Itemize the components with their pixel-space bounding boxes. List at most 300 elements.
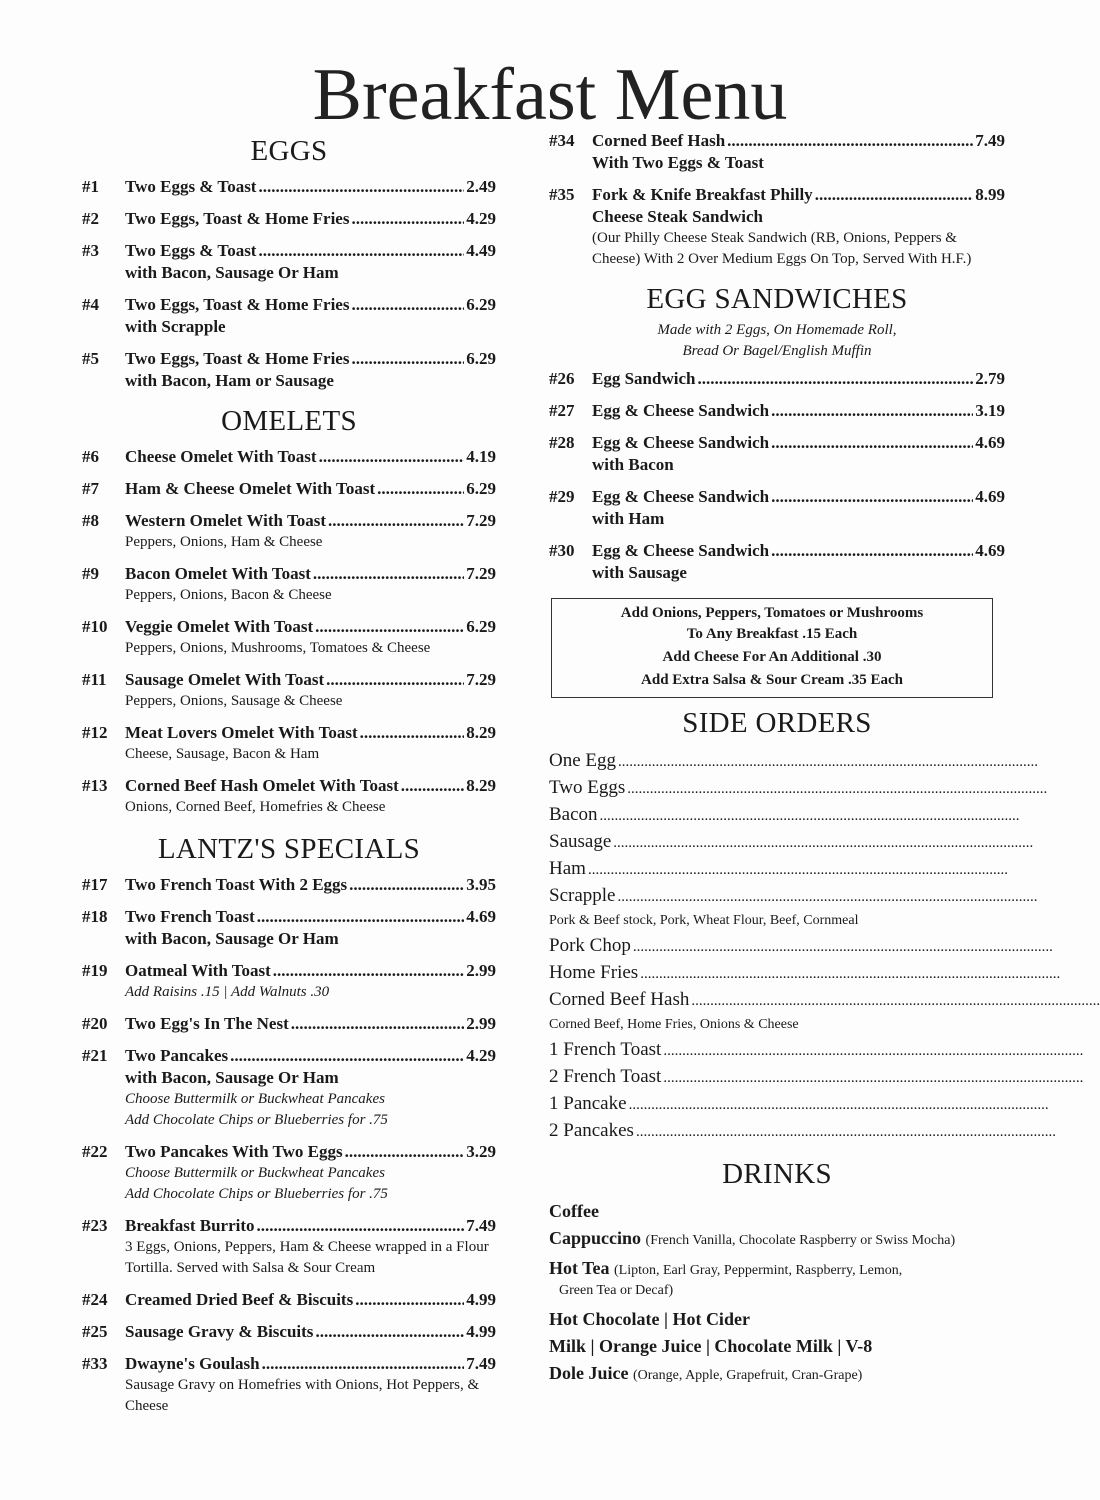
item-price: 2.99 bbox=[466, 1014, 496, 1033]
drink-cappuccino: Cappuccino bbox=[549, 1228, 642, 1248]
item-name: Creamed Dried Beef & Biscuits bbox=[125, 1290, 354, 1309]
side-item-name: Two Eggs bbox=[549, 777, 626, 798]
right-top-list bbox=[549, 130, 1005, 270]
dot-leader bbox=[771, 486, 973, 508]
item-line bbox=[125, 348, 496, 370]
item-price: 7.29 bbox=[466, 511, 496, 530]
item-body bbox=[125, 176, 496, 198]
side-item-name: Pork Chop bbox=[549, 935, 631, 956]
item-body bbox=[125, 348, 496, 392]
item-body bbox=[125, 1215, 496, 1279]
addons-box bbox=[551, 598, 993, 698]
item-line bbox=[125, 616, 496, 638]
item-name: Two Pancakes bbox=[125, 1046, 229, 1065]
item-price: 4.69 bbox=[975, 433, 1005, 452]
item-note: Add Chocolate Chips or Blueberries for .75 bbox=[125, 1186, 388, 1202]
item-body bbox=[592, 130, 1005, 174]
dot-leader bbox=[351, 348, 464, 370]
dot-leader bbox=[258, 240, 464, 262]
menu-item bbox=[82, 1045, 496, 1131]
item-body bbox=[125, 1013, 496, 1035]
dot-leader bbox=[257, 1215, 465, 1237]
item-name: Two French Toast With 2 Eggs bbox=[125, 875, 348, 894]
drink-coffee: Coffee bbox=[549, 1201, 599, 1221]
item-name: Two Eggs, Toast & Home Fries bbox=[125, 349, 350, 368]
item-line bbox=[125, 722, 496, 744]
menu-item bbox=[82, 176, 496, 198]
menu-item bbox=[82, 478, 496, 500]
menu-item bbox=[549, 130, 1005, 174]
menu-item bbox=[82, 722, 496, 765]
item-price: 7.29 bbox=[466, 670, 496, 689]
side-item bbox=[549, 883, 1100, 910]
item-number: #28 bbox=[549, 433, 575, 452]
item-body bbox=[592, 184, 1005, 270]
item-number: #20 bbox=[82, 1014, 108, 1033]
item-line bbox=[592, 486, 1005, 508]
dot-leader bbox=[600, 803, 1100, 829]
omelets-heading: OMELETS bbox=[221, 405, 357, 437]
item-name: Egg & Cheese Sandwich bbox=[592, 541, 770, 560]
item-body bbox=[592, 400, 1005, 422]
dot-leader bbox=[617, 884, 1100, 910]
item-body bbox=[125, 510, 496, 553]
side-item bbox=[549, 1091, 1100, 1118]
drink-item bbox=[549, 1307, 1005, 1331]
item-name: Oatmeal With Toast bbox=[125, 961, 271, 980]
dot-leader bbox=[360, 722, 465, 744]
drink-item bbox=[549, 1256, 1005, 1283]
item-name: Two French Toast bbox=[125, 907, 255, 926]
side-orders-heading: SIDE ORDERS bbox=[682, 707, 872, 739]
item-subtitle: Cheese Steak Sandwich bbox=[592, 207, 763, 226]
item-line bbox=[125, 775, 496, 797]
item-subtitle: with Sausage bbox=[592, 563, 687, 582]
addons-line: Add Extra Salsa & Sour Cream .35 Each bbox=[641, 672, 903, 688]
item-name: Breakfast Burrito bbox=[125, 1216, 255, 1235]
item-line bbox=[125, 563, 496, 585]
item-price: 8.29 bbox=[466, 723, 496, 742]
item-body bbox=[592, 432, 1005, 476]
item-note: Add Chocolate Chips or Blueberries for .75 bbox=[125, 1112, 388, 1128]
item-subtitle: with Ham bbox=[592, 509, 665, 528]
item-price: 7.49 bbox=[975, 131, 1005, 150]
item-name: Egg & Cheese Sandwich bbox=[592, 401, 770, 420]
item-price: 8.99 bbox=[975, 185, 1005, 204]
dot-leader bbox=[663, 1038, 1100, 1064]
eggs-heading: EGGS bbox=[250, 135, 328, 167]
menu-item bbox=[82, 510, 496, 553]
menu-item bbox=[82, 1321, 496, 1343]
item-line bbox=[125, 1321, 496, 1343]
item-number: #34 bbox=[549, 131, 575, 150]
dot-leader bbox=[319, 446, 465, 468]
drink-item bbox=[549, 1226, 1005, 1253]
side-item-description: Corned Beef, Home Fries, Onions & Cheese bbox=[549, 1017, 799, 1032]
item-number: #13 bbox=[82, 776, 108, 795]
egg-sandwiches-subtitle bbox=[549, 320, 1005, 362]
specials-heading: LANTZ'S SPECIALS bbox=[157, 833, 421, 865]
item-number: #12 bbox=[82, 723, 108, 742]
side-orders-col-1 bbox=[549, 748, 1100, 1145]
item-price: 7.29 bbox=[466, 564, 496, 583]
dot-leader bbox=[588, 857, 1100, 883]
item-name: Egg Sandwich bbox=[592, 369, 696, 388]
menu-item bbox=[82, 563, 496, 606]
item-body bbox=[125, 775, 496, 818]
omelets-list bbox=[82, 446, 496, 818]
side-item-name: Home Fries bbox=[549, 962, 639, 983]
menu-item bbox=[82, 874, 496, 896]
item-price: 4.69 bbox=[466, 907, 496, 926]
item-description: 3 Eggs, Onions, Peppers, Ham & Cheese wrapped in a Flour Tortilla. Served with Salsa & Sour Cream bbox=[125, 1239, 489, 1276]
item-line bbox=[125, 874, 496, 896]
item-subtitle: with Bacon, Ham or Sausage bbox=[125, 371, 334, 390]
item-number: #25 bbox=[82, 1322, 108, 1341]
addons-line: Add Cheese For An Additional .30 bbox=[662, 649, 882, 665]
dot-leader bbox=[629, 1092, 1100, 1118]
side-item bbox=[549, 1064, 1100, 1091]
item-price: 3.29 bbox=[466, 1142, 496, 1161]
left-column bbox=[82, 130, 496, 1427]
egg-sandwiches-subtitle-line: Bread Or Bagel/English Muffin bbox=[682, 343, 872, 359]
dot-leader bbox=[771, 432, 973, 454]
menu-item bbox=[82, 906, 496, 950]
item-name: Corned Beef Hash Omelet With Toast bbox=[125, 776, 399, 795]
item-number: #3 bbox=[82, 241, 99, 260]
addons-line: To Any Breakfast .15 Each bbox=[686, 626, 858, 642]
item-line bbox=[125, 1215, 496, 1237]
drinks-list bbox=[549, 1199, 1005, 1388]
menu-item bbox=[82, 1215, 496, 1279]
item-body bbox=[125, 1321, 496, 1343]
item-line bbox=[125, 510, 496, 532]
side-item-name: One Egg bbox=[549, 750, 617, 771]
item-note: Add Raisins .15 | Add Walnuts .30 bbox=[125, 984, 330, 1000]
item-name: Fork & Knife Breakfast Philly bbox=[592, 185, 813, 204]
item-number: #6 bbox=[82, 447, 99, 466]
item-line bbox=[592, 130, 1005, 152]
item-price: 4.99 bbox=[466, 1322, 496, 1341]
item-number: #23 bbox=[82, 1216, 108, 1235]
side-item bbox=[549, 960, 1100, 987]
dot-leader bbox=[291, 1013, 465, 1035]
side-item bbox=[549, 1037, 1100, 1064]
item-line bbox=[125, 478, 496, 500]
item-number: #18 bbox=[82, 907, 108, 926]
item-number: #8 bbox=[82, 511, 99, 530]
side-item bbox=[549, 775, 1100, 802]
item-body bbox=[125, 1141, 496, 1205]
item-body bbox=[125, 478, 496, 500]
item-line bbox=[125, 208, 496, 230]
dot-leader bbox=[345, 1141, 465, 1163]
item-number: #1 bbox=[82, 177, 99, 196]
item-line bbox=[592, 368, 1005, 390]
dot-leader bbox=[613, 830, 1100, 856]
menu-item bbox=[82, 1141, 496, 1205]
item-name: Bacon Omelet With Toast bbox=[125, 564, 311, 583]
side-item-name: Bacon bbox=[549, 804, 598, 825]
item-name: Two Eggs & Toast bbox=[125, 177, 257, 196]
item-line bbox=[125, 669, 496, 691]
specials-list bbox=[82, 874, 496, 1417]
eggs-list bbox=[82, 176, 496, 392]
item-description: Sausage Gravy on Homefries with Onions, Hot Peppers, & Cheese bbox=[125, 1377, 480, 1414]
item-price: 4.29 bbox=[466, 1046, 496, 1065]
side-item bbox=[549, 829, 1100, 856]
menu-item bbox=[549, 432, 1005, 476]
item-price: 3.19 bbox=[975, 401, 1005, 420]
item-name: Corned Beef Hash bbox=[592, 131, 726, 150]
item-number: #19 bbox=[82, 961, 108, 980]
dot-leader bbox=[351, 208, 464, 230]
item-price: 6.29 bbox=[466, 349, 496, 368]
item-name: Ham & Cheese Omelet With Toast bbox=[125, 479, 376, 498]
item-line bbox=[125, 906, 496, 928]
item-number: #17 bbox=[82, 875, 108, 894]
side-item-name: Ham bbox=[549, 858, 586, 879]
item-number: #26 bbox=[549, 369, 575, 388]
item-name: Two Eggs, Toast & Home Fries bbox=[125, 209, 350, 228]
item-number: #33 bbox=[82, 1354, 108, 1373]
egg-sandwiches-list bbox=[549, 368, 1005, 584]
dot-leader bbox=[401, 775, 465, 797]
item-price: 4.69 bbox=[975, 487, 1005, 506]
egg-sandwiches-subtitle-line: Made with 2 Eggs, On Homemade Roll, bbox=[657, 322, 897, 338]
drink-hot-tea: Hot Tea bbox=[549, 1258, 610, 1278]
drink-dole-note: (Orange, Apple, Grapefruit, Cran-Grape) bbox=[632, 1368, 863, 1383]
addons-line: Add Onions, Peppers, Tomatoes or Mushrooms bbox=[620, 605, 924, 621]
dot-leader bbox=[636, 1119, 1100, 1145]
drink-hot-line: Hot Chocolate | Hot Cider bbox=[549, 1309, 750, 1329]
menu-item bbox=[82, 294, 496, 338]
item-price: 4.99 bbox=[466, 1290, 496, 1309]
dot-leader bbox=[349, 874, 464, 896]
item-description: Peppers, Onions, Mushrooms, Tomatoes & Cheese bbox=[125, 640, 431, 656]
item-line bbox=[125, 176, 496, 198]
menu-item bbox=[82, 348, 496, 392]
item-subtitle: with Bacon, Sausage Or Ham bbox=[125, 263, 339, 282]
item-price: 6.29 bbox=[466, 295, 496, 314]
page-title: Breakfast Menu bbox=[312, 54, 788, 136]
item-description: Peppers, Onions, Bacon & Cheese bbox=[125, 587, 332, 603]
item-number: #35 bbox=[549, 185, 575, 204]
item-number: #30 bbox=[549, 541, 575, 560]
item-line bbox=[125, 1013, 496, 1035]
dot-leader bbox=[230, 1045, 464, 1067]
dot-leader bbox=[627, 776, 1100, 802]
item-description: (Our Philly Cheese Steak Sandwich (RB, Onions, Peppers & Cheese) With 2 Over Medium Eggs On Top, Served With H.F.) bbox=[592, 230, 972, 267]
menu-item bbox=[82, 1013, 496, 1035]
dot-leader bbox=[377, 478, 464, 500]
menu-item bbox=[82, 775, 496, 818]
item-number: #5 bbox=[82, 349, 99, 368]
item-body bbox=[125, 906, 496, 950]
dot-leader bbox=[618, 749, 1100, 775]
item-line bbox=[592, 540, 1005, 562]
right-column bbox=[549, 130, 1005, 1391]
side-item-name: 1 French Toast bbox=[549, 1039, 662, 1060]
item-number: #29 bbox=[549, 487, 575, 506]
dot-leader bbox=[815, 184, 974, 206]
side-item-name: Corned Beef Hash bbox=[549, 989, 690, 1010]
menu-item bbox=[549, 184, 1005, 270]
item-body bbox=[125, 722, 496, 765]
dot-leader bbox=[315, 616, 464, 638]
item-number: #9 bbox=[82, 564, 99, 583]
item-body bbox=[592, 368, 1005, 390]
side-item-description: Pork & Beef stock, Pork, Wheat Flour, Beef, Cornmeal bbox=[549, 913, 859, 928]
dot-leader bbox=[315, 1321, 464, 1343]
menu-item bbox=[82, 208, 496, 230]
dot-leader bbox=[257, 906, 465, 928]
item-line bbox=[125, 960, 496, 982]
side-item-name: Scrapple bbox=[549, 885, 616, 906]
item-number: #2 bbox=[82, 209, 99, 228]
dot-leader bbox=[355, 1289, 464, 1311]
item-number: #24 bbox=[82, 1290, 108, 1309]
item-number: #21 bbox=[82, 1046, 108, 1065]
drink-milk-line: Milk | Orange Juice | Chocolate Milk | V-8 bbox=[549, 1336, 873, 1356]
item-description: Peppers, Onions, Sausage & Cheese bbox=[125, 693, 343, 709]
menu-item bbox=[82, 446, 496, 468]
item-subtitle: with Bacon, Sausage Or Ham bbox=[125, 929, 339, 948]
item-note: Choose Buttermilk or Buckwheat Pancakes bbox=[125, 1091, 385, 1107]
item-number: #22 bbox=[82, 1142, 108, 1161]
item-name: Sausage Omelet With Toast bbox=[125, 670, 325, 689]
item-name: Veggie Omelet With Toast bbox=[125, 617, 314, 636]
dot-leader bbox=[258, 176, 464, 198]
side-item-name: Sausage bbox=[549, 831, 612, 852]
dot-leader bbox=[633, 934, 1100, 960]
menu-item bbox=[82, 669, 496, 712]
dot-leader bbox=[663, 1065, 1100, 1091]
side-item-name: 2 Pancakes bbox=[549, 1120, 634, 1141]
egg-sandwiches-heading: EGG SANDWICHES bbox=[646, 283, 908, 315]
dot-leader bbox=[727, 130, 973, 152]
item-price: 4.49 bbox=[466, 241, 496, 260]
dot-leader bbox=[771, 540, 973, 562]
dot-leader bbox=[771, 400, 973, 422]
item-body bbox=[125, 294, 496, 338]
item-name: Western Omelet With Toast bbox=[125, 511, 327, 530]
item-price: 6.29 bbox=[466, 479, 496, 498]
item-name: Two Eggs, Toast & Home Fries bbox=[125, 295, 350, 314]
side-item bbox=[549, 802, 1100, 829]
dot-leader bbox=[691, 988, 1100, 1014]
item-number: #4 bbox=[82, 295, 99, 314]
item-line bbox=[592, 184, 1005, 206]
item-name: Dwayne's Goulash bbox=[125, 1354, 260, 1373]
item-line bbox=[125, 294, 496, 316]
item-price: 4.19 bbox=[466, 447, 496, 466]
drink-hot-tea-note-2: Green Tea or Decaf) bbox=[559, 1283, 674, 1298]
side-orders bbox=[549, 748, 1005, 1145]
item-name: Two Egg's In The Nest bbox=[125, 1014, 289, 1033]
item-body bbox=[125, 240, 496, 284]
item-price: 2.99 bbox=[466, 961, 496, 980]
item-number: #10 bbox=[82, 617, 108, 636]
side-item bbox=[549, 933, 1100, 960]
side-item bbox=[549, 1118, 1100, 1145]
item-name: Egg & Cheese Sandwich bbox=[592, 433, 770, 452]
item-number: #11 bbox=[82, 670, 107, 689]
item-note: Choose Buttermilk or Buckwheat Pancakes bbox=[125, 1165, 385, 1181]
side-item-name: 1 Pancake bbox=[549, 1093, 627, 1114]
dot-leader bbox=[351, 294, 464, 316]
item-price: 6.29 bbox=[466, 617, 496, 636]
dot-leader bbox=[640, 961, 1100, 987]
item-body bbox=[125, 669, 496, 712]
dot-leader bbox=[328, 510, 464, 532]
side-item bbox=[549, 987, 1100, 1014]
drink-hot-tea-note: (Lipton, Earl Gray, Peppermint, Raspberry, Lemon, bbox=[614, 1263, 903, 1278]
drink-item bbox=[549, 1334, 1005, 1358]
item-price: 3.95 bbox=[466, 875, 496, 894]
item-subtitle: with Bacon bbox=[592, 455, 674, 474]
drink-item bbox=[549, 1199, 1005, 1223]
item-body bbox=[125, 960, 496, 1003]
item-line bbox=[125, 1289, 496, 1311]
item-subtitle: with Bacon, Sausage Or Ham bbox=[125, 1068, 339, 1087]
item-price: 4.29 bbox=[466, 209, 496, 228]
menu-item bbox=[82, 616, 496, 659]
item-body bbox=[125, 563, 496, 606]
item-name: Two Eggs & Toast bbox=[125, 241, 257, 260]
item-line bbox=[125, 240, 496, 262]
dot-leader bbox=[262, 1353, 465, 1375]
dot-leader bbox=[273, 960, 464, 982]
item-number: #7 bbox=[82, 479, 99, 498]
menu-item bbox=[82, 960, 496, 1003]
item-price: 2.79 bbox=[975, 369, 1005, 388]
dot-leader bbox=[326, 669, 464, 691]
item-subtitle: with Scrapple bbox=[125, 317, 226, 336]
drink-dole: Dole Juice bbox=[549, 1363, 629, 1383]
item-body bbox=[592, 486, 1005, 530]
dot-leader bbox=[313, 563, 464, 585]
item-name: Meat Lovers Omelet With Toast bbox=[125, 723, 358, 742]
drinks-heading: DRINKS bbox=[722, 1158, 832, 1190]
side-item bbox=[549, 856, 1100, 883]
item-line bbox=[592, 432, 1005, 454]
menu-item bbox=[549, 400, 1005, 422]
item-line bbox=[125, 1141, 496, 1163]
item-line bbox=[125, 1045, 496, 1067]
side-item-name: 2 French Toast bbox=[549, 1066, 662, 1087]
item-line bbox=[592, 400, 1005, 422]
item-subtitle: With Two Eggs & Toast bbox=[592, 153, 764, 172]
item-body bbox=[125, 446, 496, 468]
item-number: #27 bbox=[549, 401, 575, 420]
item-line bbox=[125, 1353, 496, 1375]
item-description: Onions, Corned Beef, Homefries & Cheese bbox=[125, 799, 386, 815]
item-name: Two Pancakes With Two Eggs bbox=[125, 1142, 343, 1161]
item-line bbox=[125, 446, 496, 468]
menu-item bbox=[549, 368, 1005, 390]
menu-item bbox=[82, 240, 496, 284]
menu-item bbox=[82, 1289, 496, 1311]
menu-item bbox=[549, 486, 1005, 530]
item-price: 2.49 bbox=[466, 177, 496, 196]
item-description: Peppers, Onions, Ham & Cheese bbox=[125, 534, 323, 550]
item-price: 4.69 bbox=[975, 541, 1005, 560]
item-price: 8.29 bbox=[466, 776, 496, 795]
menu-item bbox=[82, 1353, 496, 1417]
item-price: 7.49 bbox=[466, 1354, 496, 1373]
item-body bbox=[592, 540, 1005, 584]
